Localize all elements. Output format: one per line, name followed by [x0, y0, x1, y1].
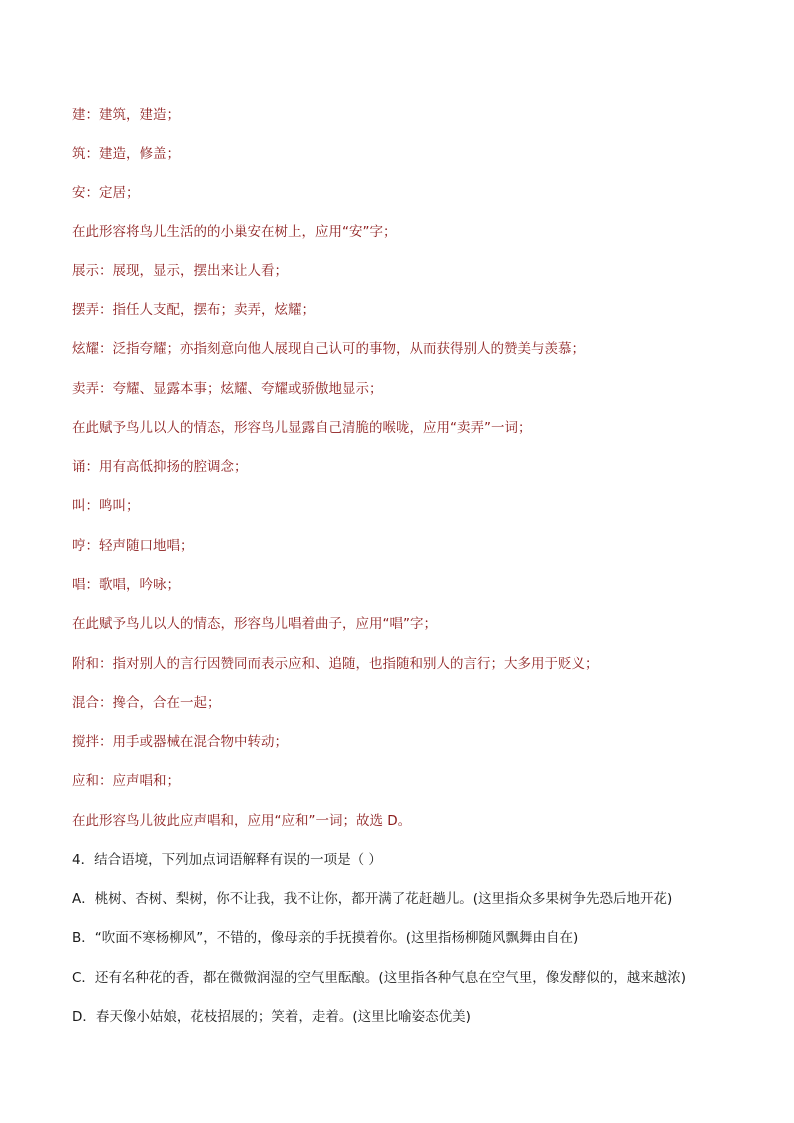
explanation-line: 卖弄：夸耀、显露本事；炫耀、夸耀或骄傲地显示； — [72, 381, 383, 397]
question-option-d: D．春天像小姑娘，花枝招展的；笑着，走着。(这里比喻姿态优美) — [72, 1009, 471, 1025]
explanation-line: 建：建筑，建造； — [72, 107, 180, 123]
explanation-line: 在此赋予鸟儿以人的情态，形容鸟儿唱着曲子，应用“唱”字； — [72, 616, 437, 632]
question-option-a: A．桃树、杏树、梨树，你不让我，我不让你，都开满了花赶趟儿。(这里指众多果树争先恐后地开花) — [72, 891, 673, 907]
explanation-line: 附和：指对别人的言行因赞同而表示应和、追随，也指随和别人的言行；大多用于贬义； — [72, 656, 599, 672]
explanation-line: 筑：建造，修盖； — [72, 146, 180, 162]
explanation-line: 应和：应声唱和； — [72, 773, 180, 789]
explanation-line: 展示：展现，显示，摆出来让人看； — [72, 263, 288, 279]
explanation-line: 在此形容将鸟儿生活的的小巢安在树上，应用“安”字； — [72, 224, 397, 240]
explanation-line: 在此形容鸟儿彼此应声唱和，应用“应和”一词；故选 D。 — [72, 813, 412, 829]
explanation-line: 混合：搀合，合在一起； — [72, 695, 221, 711]
explanation-line: 哼：轻声随口地唱； — [72, 538, 194, 554]
question-stem: 4．结合语境，下列加点词语解释有误的一项是（ ） — [72, 852, 382, 868]
explanation-line: 在此赋予鸟儿以人的情态，形容鸟儿显露自己清脆的喉咙，应用“卖弄”一词； — [72, 420, 532, 436]
explanation-line: 安：定居； — [72, 185, 140, 201]
explanation-line: 叫：鸣叫； — [72, 498, 140, 514]
explanation-line: 摆弄：指任人支配，摆布；卖弄，炫耀； — [72, 302, 315, 318]
explanation-line: 搅拌：用手或器械在混合物中转动； — [72, 734, 288, 750]
question-option-b: B．“吹面不寒杨柳风”，不错的，像母亲的手抚摸着你。(这里指杨柳随风飘舞由自在) — [72, 930, 579, 946]
explanation-line: 唱：歌唱，吟咏； — [72, 577, 180, 593]
explanation-line: 诵：用有高低抑扬的腔调念； — [72, 459, 248, 475]
question-option-c: C．还有名种花的香，都在微微润湿的空气里酝酿。(这里指各种气息在空气里，像发酵似的，越来越浓) — [72, 970, 686, 986]
explanation-line: 炫耀：泛指夸耀；亦指刻意向他人展现自己认可的事物，从而获得别人的赞美与羡慕； — [72, 341, 585, 357]
